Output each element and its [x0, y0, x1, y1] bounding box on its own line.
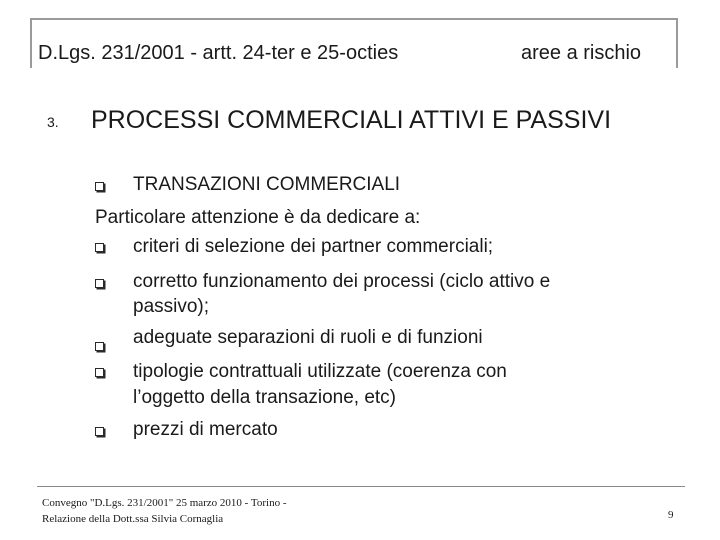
- list-item-line: tipologie contrattuali utilizzate (coerenza con: [133, 361, 507, 382]
- footer-line-2: Relazione della Dott.ssa Silvia Cornaglia: [42, 513, 224, 525]
- header-frame-right-border: [676, 18, 678, 68]
- page-number: 9: [668, 509, 674, 521]
- square-bullet-icon: [95, 279, 104, 288]
- body-intro: Particolare attenzione è da dedicare a:: [95, 207, 421, 228]
- body-heading: TRANSAZIONI COMMERCIALI: [133, 174, 401, 195]
- section-title: PROCESSI COMMERCIALI ATTIVI E PASSIVI: [91, 106, 612, 134]
- header-frame-left-border: [30, 18, 32, 68]
- footer-divider: [37, 486, 685, 487]
- list-item-line: prezzi di mercato: [133, 419, 278, 440]
- section-number: 3.: [47, 114, 59, 130]
- footer-credit: [42, 495, 286, 527]
- square-bullet-icon: [95, 182, 104, 191]
- square-bullet-icon: [95, 243, 104, 252]
- list-item-line: corretto funzionamento dei processi (ciclo attivo e: [133, 271, 551, 292]
- list-item-line: criteri di selezione dei partner commerciali;: [133, 236, 494, 257]
- list-item-line: l’oggetto della transazione, etc): [133, 387, 396, 408]
- footer-line-1: Convegno "D.Lgs. 231/2001" 25 marzo 2010 - Torino -: [42, 497, 287, 509]
- header-frame-top-border: [32, 18, 678, 20]
- square-bullet-icon: [95, 427, 104, 436]
- square-bullet-icon: [95, 342, 104, 351]
- header-topic: aree a rischio: [521, 42, 642, 64]
- list-item-line: passivo);: [133, 296, 210, 317]
- header-title: D.Lgs. 231/2001 - artt. 24-ter e 25-octies: [38, 42, 399, 64]
- list-item-line: adeguate separazioni di ruoli e di funzioni: [133, 327, 483, 348]
- square-bullet-icon: [95, 368, 104, 377]
